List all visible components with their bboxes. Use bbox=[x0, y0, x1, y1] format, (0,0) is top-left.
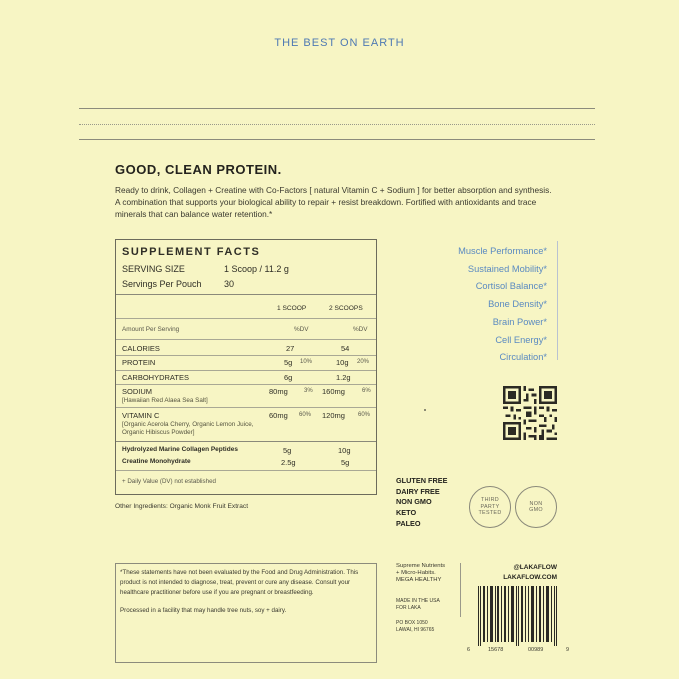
barcode-icon bbox=[474, 586, 564, 646]
dv-footnote: + Daily Value (DV) not established bbox=[122, 478, 216, 485]
benefit-item: Brain Power* bbox=[492, 316, 547, 327]
claim-item: DAIRY FREE bbox=[396, 486, 440, 496]
benefit-item: Cortisol Balance* bbox=[475, 281, 547, 292]
facts-divider bbox=[116, 407, 376, 408]
serving-size-label: SERVING SIZE bbox=[122, 264, 185, 274]
tagline: THE BEST ON EARTH bbox=[274, 37, 405, 49]
benefit-item: Muscle Performance* bbox=[458, 246, 547, 256]
servings-value: 30 bbox=[224, 279, 235, 289]
row-sodium-d2: 6% bbox=[362, 388, 371, 394]
amount-per-serving-label: Amount Per Serving bbox=[122, 326, 180, 333]
supplement-facts-panel bbox=[115, 239, 377, 495]
col-header-2-scoops: 2 SCOOPS bbox=[329, 305, 363, 312]
facts-divider bbox=[116, 370, 376, 371]
row-vitaminc-v1: 60mg bbox=[269, 411, 288, 420]
disclaimer-text: *These statements have not been evaluated by the Food and Drug Administration. This product is not intended to diagnose, treat, prevent or cure any disease. Consult your healthcare practitioner before use if you are pregnant or breastfeeding. bbox=[120, 569, 359, 596]
claim-item: KETO bbox=[396, 508, 417, 518]
facts-divider bbox=[116, 339, 376, 340]
brand-divider bbox=[460, 563, 461, 617]
badge-label: NON GMO bbox=[529, 500, 543, 513]
made-in-line: MADE IN THE USA bbox=[396, 598, 440, 604]
intro-paragraph: Ready to drink, Collagen + Creatine with Co-Factors [ natural Vitamin C + Sodium ] for better absorption and synthesis. A combination that supports your biological ability to repair + resist breakdown. Fortified with antioxidants and trace minerals that can balance water retention.* bbox=[115, 185, 552, 219]
barcode-numbers bbox=[467, 647, 570, 655]
website-link: LAKAFLOW.COM bbox=[503, 574, 557, 581]
serving-size-value: 1 Scoop / 11.2 g bbox=[224, 264, 289, 274]
row-sodium-v1: 80mg bbox=[269, 387, 288, 396]
row-creatine-name: Creatine Monohydrate bbox=[122, 458, 191, 465]
benefits-divider bbox=[557, 241, 558, 360]
row-protein-d1: 10% bbox=[300, 359, 313, 365]
facts-divider bbox=[116, 355, 376, 356]
barcode-digit-right: 9 bbox=[566, 647, 570, 653]
row-protein-d2: 20% bbox=[357, 359, 370, 365]
dietary-claims bbox=[396, 476, 447, 530]
row-protein-v1: 5g bbox=[284, 358, 293, 367]
servings-label: Servings Per Pouch bbox=[122, 279, 202, 289]
facts-divider bbox=[116, 318, 376, 319]
row-sodium-source: [Hawaiian Red Alaea Sea Salt] bbox=[122, 397, 208, 404]
claim-item: PALEO bbox=[396, 518, 421, 528]
row-vitaminc-v2: 120mg bbox=[322, 411, 345, 420]
row-sodium-v2: 160mg bbox=[322, 387, 345, 396]
row-calories-v1: 27 bbox=[286, 344, 295, 353]
dv-header-1: %DV bbox=[294, 326, 309, 333]
brand-line: MEGA HEALTHY bbox=[396, 577, 442, 583]
brand-line: Supreme Nutrients bbox=[396, 563, 446, 569]
brand-info bbox=[396, 563, 459, 634]
facility-notice: Processed in a facility that may handle tree nuts, soy + dairy. bbox=[120, 607, 287, 615]
benefit-item: Cell Energy* bbox=[495, 334, 547, 345]
barcode-group-1: 15678 bbox=[488, 647, 504, 653]
social-links bbox=[496, 563, 557, 583]
made-for-line: FOR LAKA bbox=[396, 605, 421, 611]
row-sodium-name: SODIUM bbox=[122, 387, 152, 396]
row-calories-name: CALORIES bbox=[122, 344, 160, 353]
row-creatine-v1: 2.5g bbox=[281, 458, 296, 467]
facts-title: SUPPLEMENT FACTS bbox=[122, 246, 261, 258]
qr-code-icon bbox=[503, 386, 557, 440]
headline: GOOD, CLEAN PROTEIN. bbox=[115, 162, 282, 177]
col-header-1-scoop: 1 SCOOP bbox=[277, 305, 307, 312]
benefit-item: Circulation* bbox=[499, 352, 547, 363]
row-vitaminc-d1: 60% bbox=[299, 412, 312, 418]
row-collagen-v2: 10g bbox=[338, 446, 351, 455]
badge-label: THIRD PARTY TESTED bbox=[478, 497, 502, 517]
row-carbs-name: CARBOHYDRATES bbox=[122, 373, 189, 382]
divider-line bbox=[79, 108, 595, 109]
benefit-item: Bone Density* bbox=[488, 299, 547, 310]
row-carbs-v2: 1.2g bbox=[336, 373, 351, 382]
third-party-tested-badge bbox=[469, 486, 511, 528]
claim-item: GLUTEN FREE bbox=[396, 476, 448, 485]
row-vitaminc-source: [Organic Acerola Cherry, Organic Lemon Juice, Organic Hibiscus Powder] bbox=[122, 421, 254, 436]
row-sodium-d1: 3% bbox=[304, 388, 313, 394]
row-calories-v2: 54 bbox=[341, 344, 350, 353]
facts-divider bbox=[116, 441, 376, 442]
row-collagen-name: Hydrolyzed Marine Collagen Peptides bbox=[122, 446, 238, 453]
barcode-group-2: 00989 bbox=[528, 647, 544, 653]
brand-line: + Micro-Habits. bbox=[396, 570, 436, 576]
benefits-list bbox=[400, 243, 547, 367]
social-handle: @LAKAFLOW bbox=[513, 564, 557, 571]
row-vitaminc-d2: 60% bbox=[358, 412, 371, 418]
decorative-dot bbox=[424, 409, 426, 411]
non-gmo-badge bbox=[515, 486, 557, 528]
row-collagen-v1: 5g bbox=[283, 446, 292, 455]
claim-item: NON GMO bbox=[396, 497, 432, 507]
fda-disclaimer-box bbox=[115, 563, 377, 663]
row-carbs-v1: 6g bbox=[284, 373, 293, 382]
barcode-digit-left: 6 bbox=[467, 647, 471, 653]
row-protein-v2: 10g bbox=[336, 358, 349, 367]
facts-divider bbox=[116, 384, 376, 385]
other-ingredients: Other Ingredients: Organic Monk Fruit Extract bbox=[115, 503, 249, 510]
address-line: LAWAI, HI 96765 bbox=[396, 627, 435, 633]
facts-divider bbox=[116, 470, 376, 471]
dv-header-2: %DV bbox=[353, 326, 368, 333]
address-line: PO BOX 1050 bbox=[396, 620, 428, 626]
facts-divider bbox=[116, 294, 376, 295]
row-vitaminc-name: VITAMIN C bbox=[122, 411, 160, 420]
row-creatine-v2: 5g bbox=[341, 458, 350, 467]
row-protein-name: PROTEIN bbox=[122, 358, 156, 367]
divider-line bbox=[79, 139, 595, 140]
divider-dotted bbox=[79, 124, 595, 125]
benefit-item: Sustained Mobility* bbox=[467, 263, 547, 274]
